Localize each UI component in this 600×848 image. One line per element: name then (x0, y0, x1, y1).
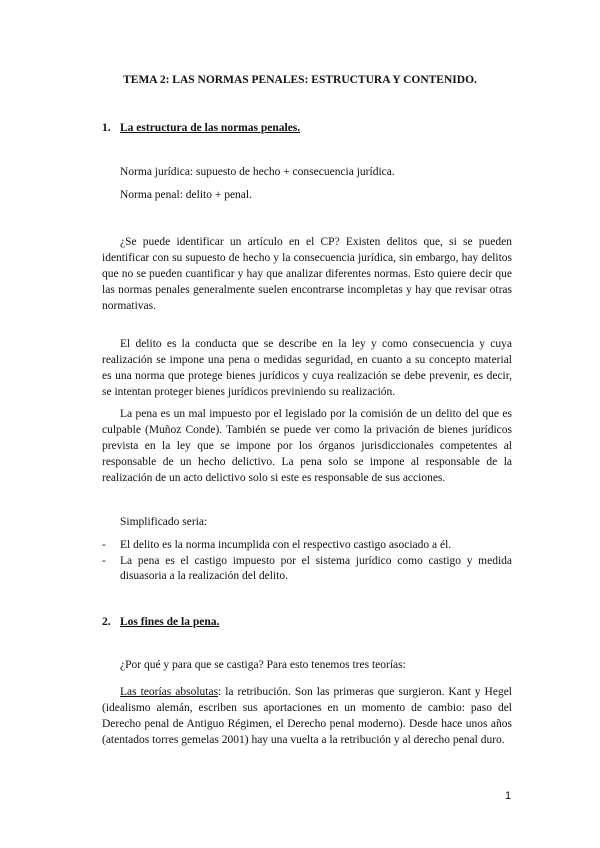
document-title: TEMA 2: LAS NORMAS PENALES: ESTRUCTURA Y CONTENIDO. (123, 74, 477, 86)
paragraph-intro: ¿Por qué y para que se castiga? Para esto tenemos tres teorías: (120, 659, 406, 671)
page-number: 1 (505, 790, 512, 802)
section-heading-1 (102, 122, 300, 134)
definition-norma-juridica: Norma jurídica: supuesto de hecho + consecuencia jurídica. (120, 166, 395, 178)
section-number: 1. (102, 122, 111, 134)
bullet-dash: - (102, 554, 106, 567)
list-item-text: El delito es la norma incumplida con el respectivo castigo asociado a él. (120, 539, 452, 551)
paragraph: ¿Se puede identificar un artículo en el CP? Existen delitos que, si se pueden identificar con su supuesto de hecho y la consecuencia jurídica, sin embargo, hay delitos que no se pueden cuantificar y hay que analizar diferentes normas. Esto quiere decir que las normas penales generalmente suelen encontrarse incompletas y hay que revisar otras normativas. (102, 236, 512, 312)
list-item (102, 554, 512, 585)
section-title: Los fines de la pena. (120, 616, 220, 628)
simplified-label: Simplificado seria: (120, 516, 208, 528)
paragraph: La pena es un mal impuesto por el legislado por la comisión de un delito del que es culpable (Muñoz Conde). También se puede ver como la privación de bienes jurídicos prevista en la ley que se impone por los órganos jurisdiccionales competentes al responsable de un hecho delictivo. La pena solo se impone al responsable de la realización de un acto delictivo solo si este es responsable de sus acciones. (102, 408, 512, 484)
bullet-list (102, 538, 512, 585)
definition-norma-penal: Norma penal: delito + penal. (120, 189, 252, 201)
paragraph (102, 684, 512, 748)
section-heading-2 (102, 616, 219, 628)
list-item-text: La pena es el castigo impuesto por el sistema jurídico como castigo y medida disuasoria a la realización del delito. (120, 554, 512, 582)
section-title: La estructura de las normas penales. (120, 122, 301, 134)
list-item (102, 538, 512, 554)
underlined-term: Las teorías absolutas (120, 686, 219, 698)
bullet-dash: - (102, 539, 106, 551)
paragraph-text: : la retribución. Son las primeras que surgieron. Kant y Hegel (idealismo alemán, escriben sus aportaciones en un momento de cambio: paso del Derecho penal de Antiguo Régimen, el Derecho penal moderno). Desde hace unos años (atentados torres gemelas 2001) hay una vuelta a la retribución y al derecho penal duro. (102, 686, 512, 746)
paragraph: El delito es la conducta que se describe en la ley y como consecuencia y cuya realización se impone una pena o medidas seguridad, en cuanto a su concepto material es una norma que protege bienes jurídicos y cuya realización se debe prevenir, es decir, se intentan proteger bienes jurídicos previniendo su realización. (102, 338, 512, 398)
section-number: 2. (102, 616, 111, 628)
